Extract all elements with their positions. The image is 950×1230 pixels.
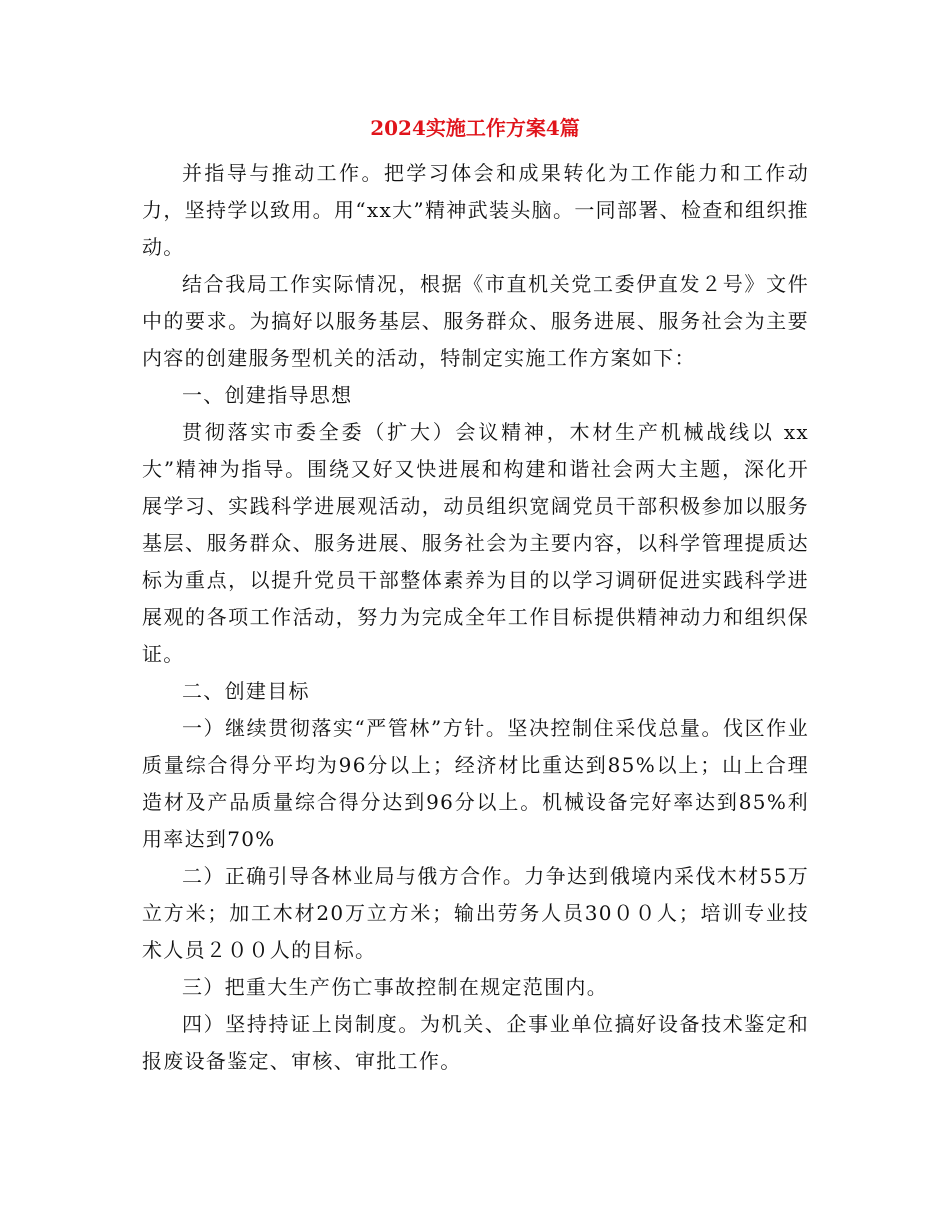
section-heading-goals: 二、创建目标: [182, 679, 310, 703]
paragraph-intro: 并指导与推动工作。把学习体会和成果转化为工作能力和工作动力，坚持学以致用。用“xx大”精神武装头脑。一同部署、检查和组织推动。: [142, 161, 809, 259]
section-heading-guiding-ideology: 一、创建指导思想: [182, 383, 353, 407]
goal-item-1: 一）继续贯彻落实“严管林”方针。坚决控制住采伐总量。伐区作业质量综合得分平均为96分以上；经济材比重达到85%以上；山上合理造材及产品质量综合得分达到96分以上。机械设备完好率达到85%利用率达到70%: [142, 716, 809, 851]
goal-item-3: 三）把重大生产伤亡事故控制在规定范围内。: [182, 975, 608, 999]
goal-item-4: 四）坚持持证上岗制度。为机关、企事业单位搞好设备技术鉴定和报废设备鉴定、审核、审批工作。: [142, 1012, 809, 1073]
paragraph-background: 结合我局工作实际情况，根据《市直机关党工委伊直发２号》文件中的要求。为搞好以服务基层、服务群众、服务进展、服务社会为主要内容的创建服务型机关的活动，特制定实施工作方案如下：: [142, 272, 809, 370]
goal-item-2: 二）正确引导各林业局与俄方合作。力争达到俄境内采伐木材55万立方米；加工木材20万立方米；输出劳务人员30００人；培训专业技术人员２００人的目标。: [142, 864, 809, 962]
document-body: [142, 155, 809, 1080]
paragraph-guiding-ideology: 贯彻落实市委全委（扩大）会议精神，木材生产机械战线以 xx大”精神为指导。围绕又好又快进展和构建和谐社会两大主题，深化开展学习、实践科学进展观活动，动员组织宽阔党员干部积极参加以服务基层、服务群众、服务进展、服务社会为主要内容，以科学管理提质达标为重点，以提升党员干部整体素养为目的以学习调研促进实践科学进展观的各项工作活动，努力为完成全年工作目标提供精神动力和组织保证。: [142, 420, 809, 666]
document-title: 2024实施工作方案4篇: [370, 116, 580, 140]
